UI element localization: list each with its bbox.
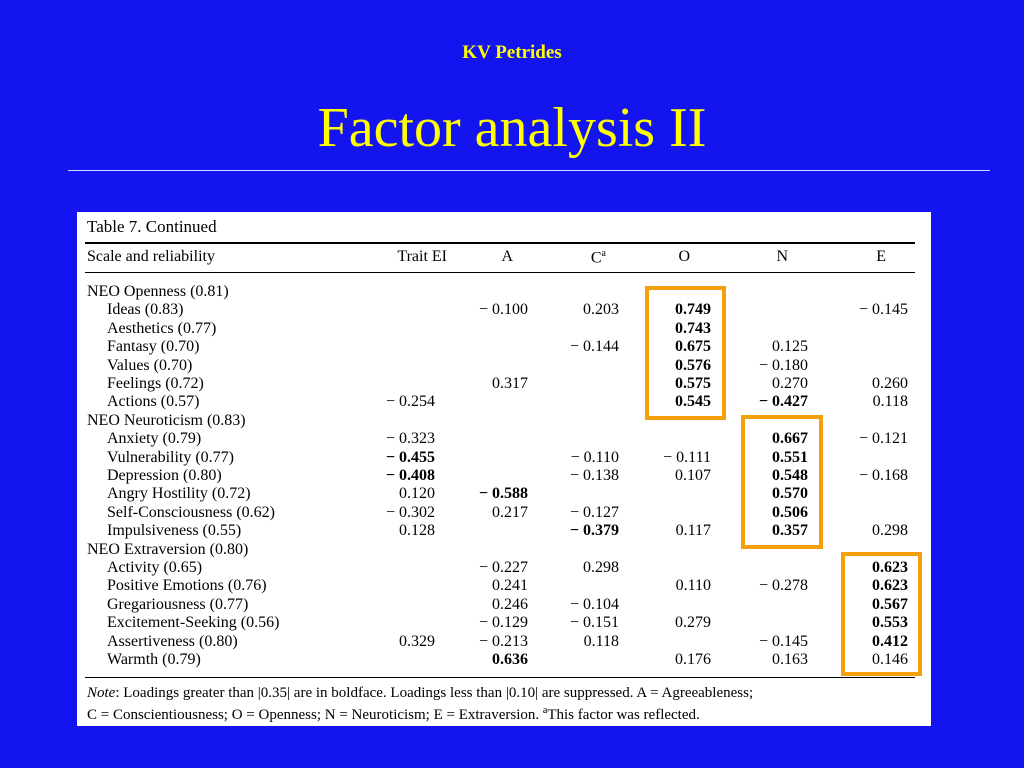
note-label: Note bbox=[87, 685, 116, 701]
loading-cell: 0.298 bbox=[872, 522, 908, 540]
table-row bbox=[77, 393, 931, 411]
loading-cell: 0.270 bbox=[772, 375, 808, 392]
loading-cell: − 0.168 bbox=[858, 467, 908, 484]
loading-cell: 0.553 bbox=[872, 614, 908, 632]
extraversion-highlight bbox=[841, 552, 922, 676]
header-trait-ei: Trait EI bbox=[397, 248, 447, 265]
loading-cell: − 0.180 bbox=[758, 356, 808, 374]
loading-cell: 0.567 bbox=[872, 595, 908, 613]
loading-cell: 0.636 bbox=[492, 651, 528, 668]
loading-cell: 0.146 bbox=[872, 651, 908, 668]
header-n: N bbox=[776, 248, 788, 265]
loading-cell: − 0.138 bbox=[569, 467, 619, 484]
table-top-rule bbox=[85, 242, 915, 244]
loading-cell: 0.412 bbox=[872, 632, 908, 650]
scale-label: Aesthetics (0.77) bbox=[107, 319, 217, 337]
table-row bbox=[77, 614, 931, 632]
loading-cell: 0.217 bbox=[492, 503, 528, 521]
loading-cell: 0.117 bbox=[675, 522, 711, 540]
loading-cell: − 0.104 bbox=[569, 595, 619, 613]
loading-cell: − 0.111 bbox=[663, 448, 711, 466]
loading-cell: 0.120 bbox=[399, 485, 435, 503]
loading-cell: 0.623 bbox=[872, 559, 908, 576]
loading-cell: 0.506 bbox=[772, 503, 808, 521]
header-e: E bbox=[876, 248, 886, 265]
scale-label: Fantasy (0.70) bbox=[107, 338, 200, 356]
scale-label: Assertiveness (0.80) bbox=[107, 632, 238, 650]
header-a: A bbox=[501, 248, 513, 265]
note-line-2b: This factor was reflected. bbox=[547, 707, 700, 723]
header-c: $C^a$ bbox=[590, 248, 606, 267]
loading-cell: 0.163 bbox=[772, 651, 808, 668]
loading-cell: − 0.227 bbox=[478, 559, 528, 576]
loading-cell: − 0.145 bbox=[758, 632, 808, 650]
loading-cell: − 0.278 bbox=[758, 577, 808, 595]
loading-cell: − 0.129 bbox=[478, 614, 528, 632]
loading-cell: − 0.455 bbox=[385, 448, 435, 466]
loading-cell: 0.176 bbox=[675, 651, 711, 668]
loading-cell: 0.203 bbox=[583, 301, 619, 319]
loading-cell: − 0.110 bbox=[570, 448, 619, 466]
loading-cell: 0.548 bbox=[772, 467, 808, 484]
header-o: O bbox=[678, 248, 690, 265]
loading-cell: − 0.323 bbox=[385, 430, 435, 448]
group-label: NEO Neuroticism (0.83) bbox=[87, 411, 246, 429]
loading-cell: 0.623 bbox=[872, 577, 908, 595]
table-group-row bbox=[77, 283, 931, 301]
loading-cell: − 0.213 bbox=[478, 632, 528, 650]
slide-title: Factor analysis II bbox=[317, 97, 707, 159]
loading-cell: 0.279 bbox=[675, 614, 711, 632]
scale-label: Feelings (0.72) bbox=[107, 375, 204, 392]
scale-label: Impulsiveness (0.55) bbox=[107, 522, 242, 540]
loading-cell: 0.246 bbox=[492, 595, 528, 613]
scale-label: Anxiety (0.79) bbox=[107, 430, 202, 448]
note-line-1: : Loadings greater than |0.35| are in boldface. Loadings less than |0.10| are suppressed. A = Agreeableness; bbox=[115, 685, 754, 701]
scale-label: Positive Emotions (0.76) bbox=[107, 577, 267, 595]
loading-cell: 0.125 bbox=[772, 338, 808, 356]
loading-cell: − 0.145 bbox=[858, 301, 908, 319]
loading-cell: − 0.100 bbox=[478, 301, 528, 319]
factor-table bbox=[77, 212, 931, 726]
loading-cell: 0.317 bbox=[492, 375, 528, 392]
loading-cell: − 0.302 bbox=[385, 503, 435, 521]
group-label: NEO Openness (0.81) bbox=[87, 283, 229, 300]
table-row bbox=[77, 320, 931, 338]
note-line-2a: C = Conscientiousness; O = Openness; N = Neuroticism; E = Extraversion. bbox=[87, 707, 543, 723]
table-row bbox=[77, 338, 931, 356]
loading-cell: 0.241 bbox=[492, 577, 528, 595]
table-row bbox=[77, 633, 931, 651]
table-header-rule bbox=[85, 272, 915, 273]
loading-cell: 0.576 bbox=[675, 356, 711, 374]
scale-label: Gregariousness (0.77) bbox=[107, 595, 249, 613]
table-row bbox=[77, 301, 931, 319]
scale-label: Excitement-Seeking (0.56) bbox=[107, 614, 280, 632]
loading-cell: − 0.254 bbox=[385, 393, 435, 411]
note-superscript: a bbox=[542, 705, 548, 716]
table-row bbox=[77, 357, 931, 375]
table-caption: Table 7. Continued bbox=[87, 217, 217, 236]
loading-cell: 0.545 bbox=[675, 393, 711, 411]
author-name: KV Petrides bbox=[462, 42, 562, 63]
scale-label: Activity (0.65) bbox=[107, 559, 203, 576]
loading-cell: − 0.127 bbox=[569, 503, 619, 521]
neuroticism-highlight bbox=[741, 415, 823, 549]
loading-cell: 0.107 bbox=[675, 467, 711, 484]
loading-cell: 0.260 bbox=[872, 375, 908, 392]
loading-cell: − 0.427 bbox=[758, 393, 808, 411]
scale-label: Ideas (0.83) bbox=[107, 301, 184, 319]
loading-cell: 0.357 bbox=[772, 522, 808, 540]
loading-cell: 0.118 bbox=[583, 632, 619, 650]
loading-cell: − 0.379 bbox=[569, 522, 619, 540]
loading-cell: − 0.408 bbox=[385, 467, 435, 484]
scale-label: Depression (0.80) bbox=[107, 467, 222, 484]
table-note bbox=[87, 684, 927, 724]
openness-highlight bbox=[645, 286, 726, 420]
loading-cell: 0.118 bbox=[872, 393, 908, 411]
loading-cell: − 0.151 bbox=[569, 614, 619, 632]
loading-cell: 0.743 bbox=[675, 319, 711, 337]
loading-cell: − 0.121 bbox=[858, 430, 908, 448]
loading-cell: 0.298 bbox=[583, 559, 619, 576]
table-bottom-rule bbox=[85, 677, 915, 678]
header-scale: Scale and reliability bbox=[87, 248, 215, 265]
scale-label: Warmth (0.79) bbox=[107, 651, 201, 668]
loading-cell: − 0.588 bbox=[478, 485, 528, 503]
loading-cell: 0.551 bbox=[772, 448, 808, 466]
scale-label: Actions (0.57) bbox=[107, 393, 200, 411]
scale-label: Vulnerability (0.77) bbox=[107, 448, 235, 466]
table-row bbox=[77, 596, 931, 614]
loading-cell: 0.110 bbox=[675, 577, 711, 595]
scale-label: Angry Hostility (0.72) bbox=[107, 485, 251, 503]
loading-cell: 0.570 bbox=[772, 485, 808, 503]
table-row bbox=[77, 559, 931, 577]
loading-cell: 0.667 bbox=[772, 430, 808, 448]
loading-cell: 0.749 bbox=[675, 301, 711, 319]
loading-cell: 0.128 bbox=[399, 522, 435, 540]
table-row bbox=[77, 375, 931, 393]
loading-cell: − 0.144 bbox=[569, 338, 619, 356]
scale-label: Values (0.70) bbox=[107, 356, 193, 374]
table-row bbox=[77, 651, 931, 669]
scale-label: Self-Consciousness (0.62) bbox=[107, 503, 275, 521]
loading-cell: 0.575 bbox=[675, 375, 711, 392]
title-divider bbox=[68, 170, 990, 171]
table-row bbox=[77, 577, 931, 595]
group-label: NEO Extraversion (0.80) bbox=[87, 540, 249, 558]
loading-cell: 0.329 bbox=[399, 632, 435, 650]
loading-cell: 0.675 bbox=[675, 338, 711, 356]
